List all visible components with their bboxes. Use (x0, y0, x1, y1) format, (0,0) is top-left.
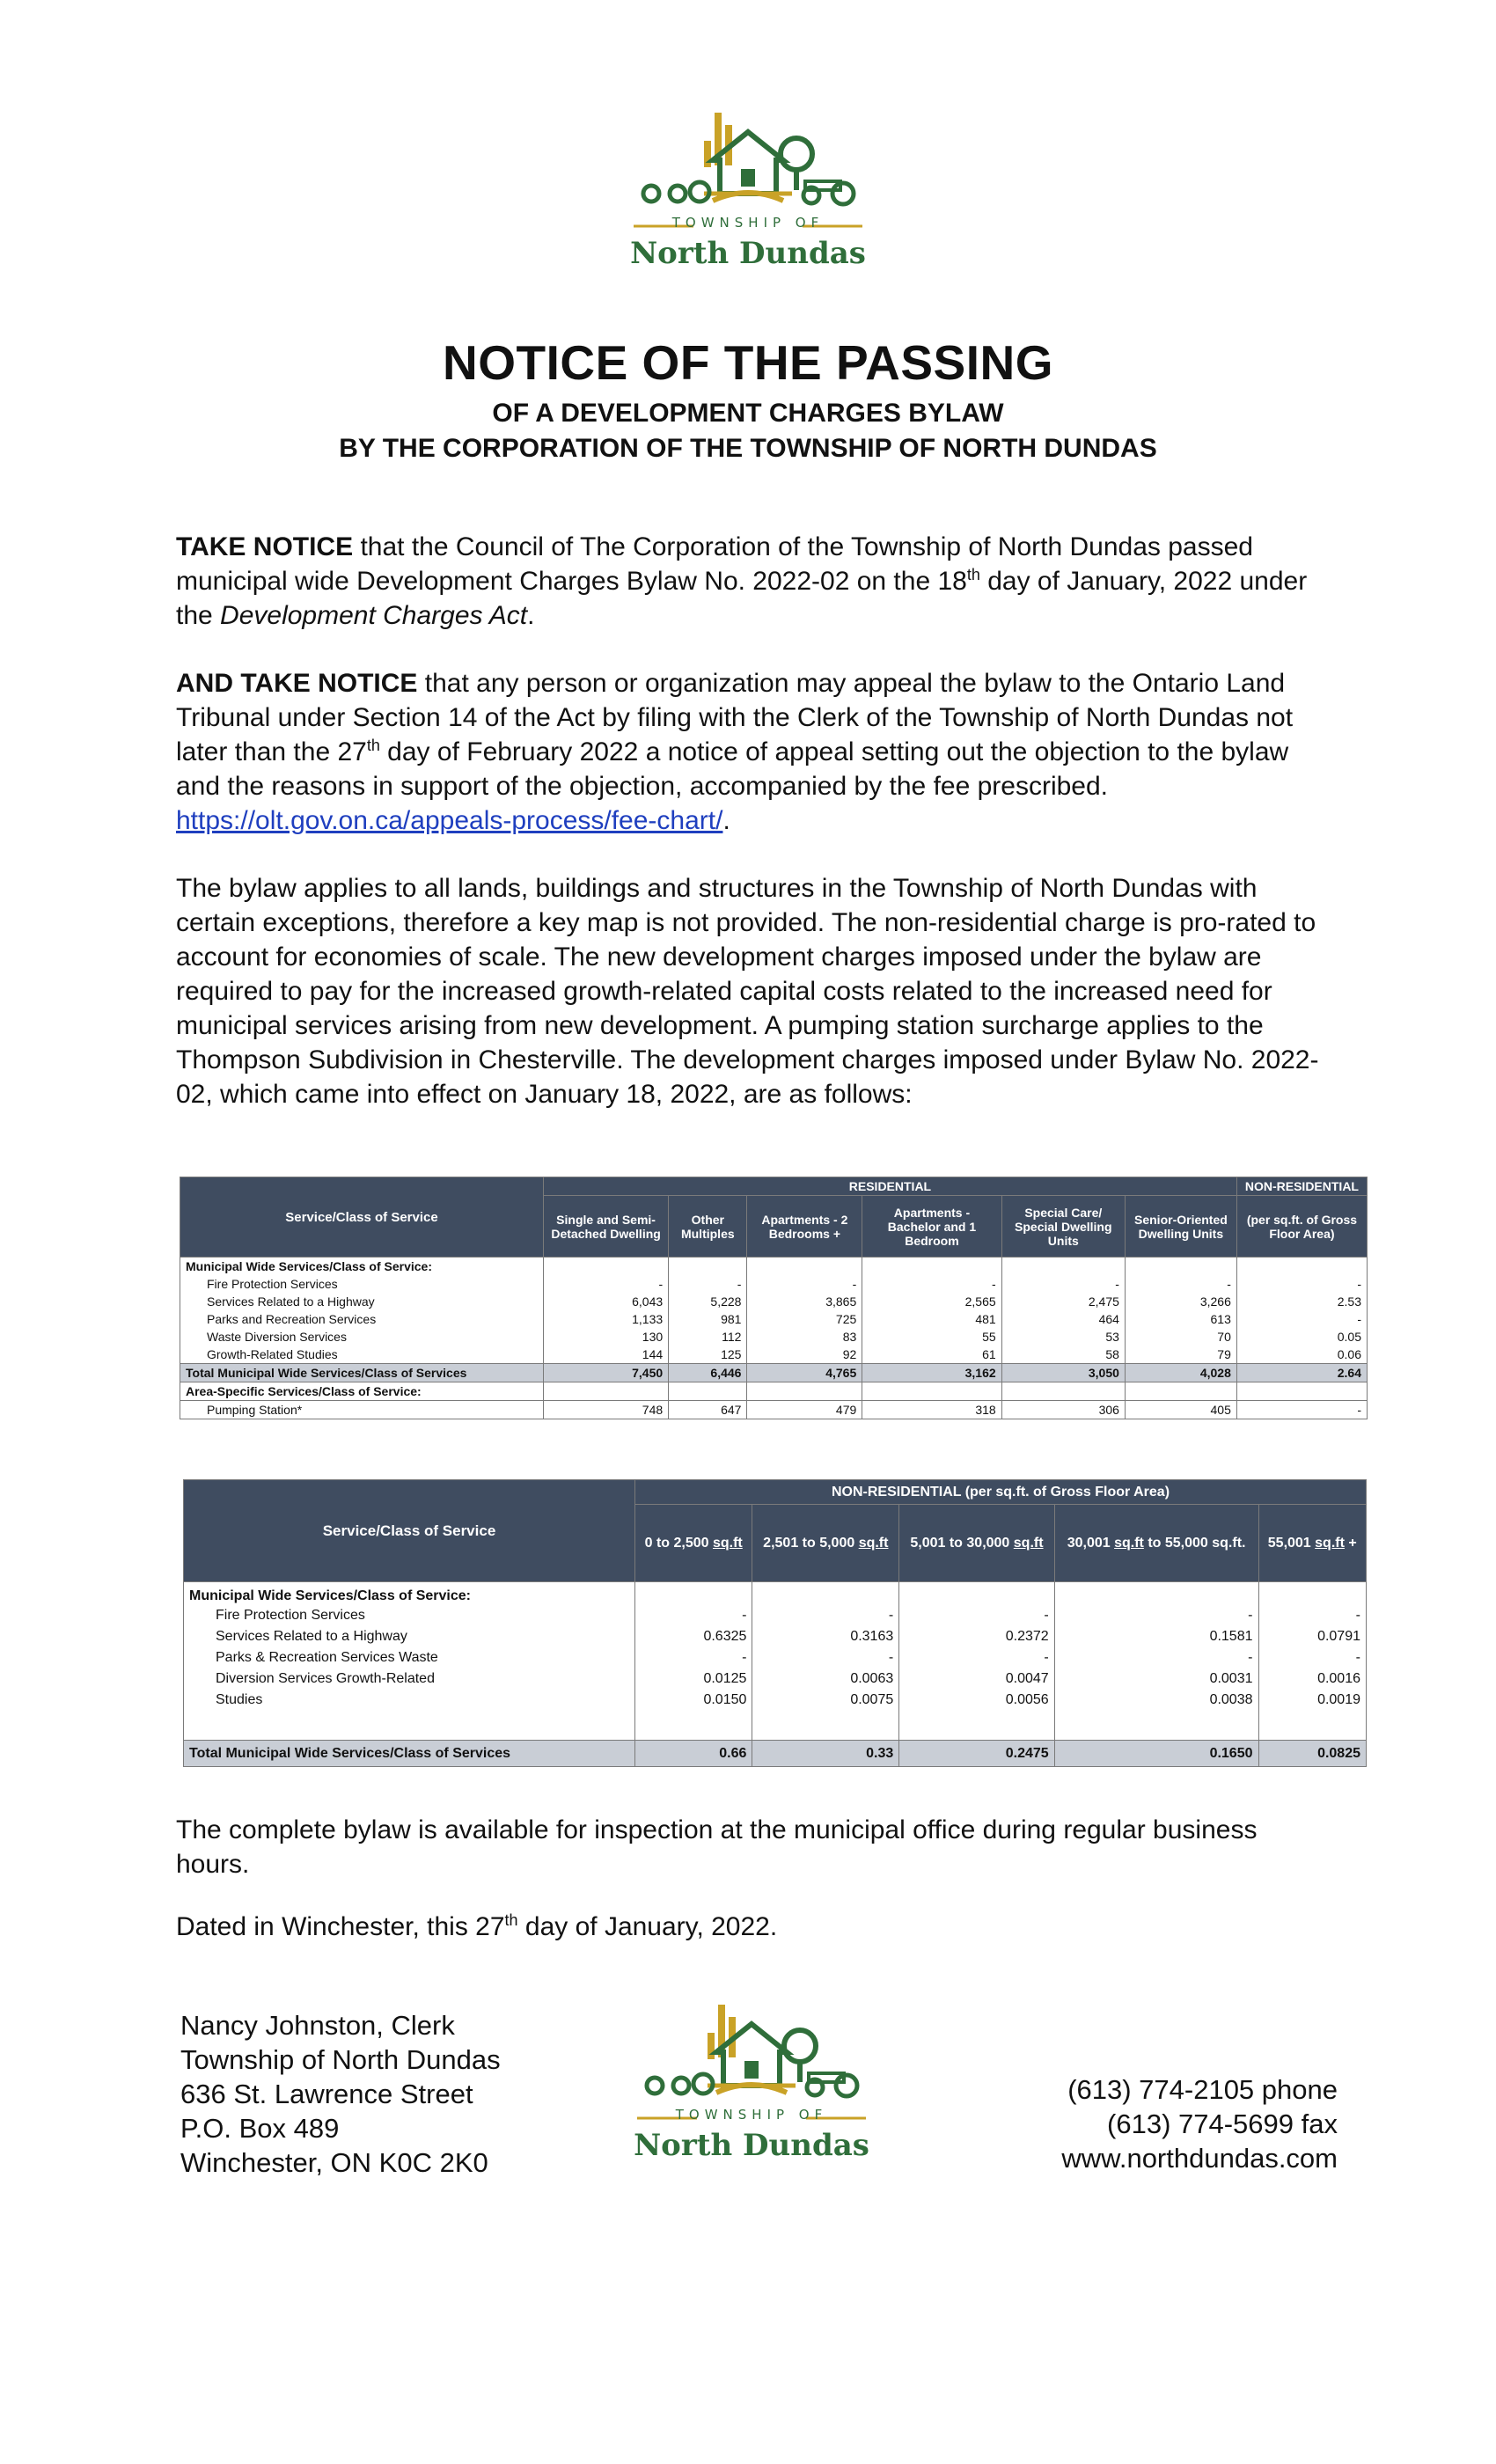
t2-values-cell: - 0.1581 - 0.0031 0.0038 (1054, 1582, 1258, 1741)
paragraph-inspection (176, 1813, 1329, 1881)
t1-col-header: (per sq.ft. of Gross Floor Area) (1236, 1196, 1367, 1258)
phone-number: (613) 774-2105 phone (1067, 2074, 1338, 2105)
table-row (180, 1401, 1368, 1419)
contact-line: Township of North Dundas (180, 2044, 501, 2075)
t1-cell-value: 125 (669, 1346, 747, 1364)
table-row (180, 1328, 1368, 1346)
t2-total-value: 0.2475 (899, 1741, 1054, 1767)
t1-cell-value: - (747, 1275, 862, 1293)
t1-cell-value: 92 (747, 1346, 862, 1364)
lead-and-take-notice: AND TAKE NOTICE (176, 669, 418, 698)
t1-cell-value: 1,133 (544, 1310, 669, 1328)
table-row (180, 1275, 1368, 1293)
para4-text: The complete bylaw is available for inspection at the municipal office during regular business hours. (176, 1815, 1258, 1879)
t1-cell-value: 4,028 (1125, 1364, 1236, 1382)
t2-col-header: 30,001 sq.ft to 55,000 sq.ft. (1054, 1505, 1258, 1582)
t1-cell-value: - (1236, 1275, 1367, 1293)
page-title: NOTICE OF THE PASSING (443, 335, 1053, 390)
t1-cell-value: 3,266 (1125, 1293, 1236, 1310)
t1-cell-value: - (1236, 1310, 1367, 1328)
t1-cell-value: 79 (1125, 1346, 1236, 1364)
para2-text-b: day of February 2022 a notice of appeal setting out the objection to the bylaw and the reasons in support of the objection, accompanied by the fee prescribed. (176, 737, 1289, 801)
t2-section: Municipal Wide Services/Class of Service: (189, 1588, 471, 1603)
t2-values-cell: - 0.3163 - 0.0063 0.0075 (752, 1582, 899, 1741)
t1-cell-value: 464 (1001, 1310, 1125, 1328)
para3-text: The bylaw applies to all lands, buildings and structures in the Township of North Dundas with certain exceptions, therefore a key map is not provided. The non-residential charge is pro-rated to account for economies of scale. The new development charges imposed under the bylaw are required to pay for the increased growth-related capital costs related to the increased need for municipal services arising from new development. A pumping station surcharge applies to the Thompson Subdivision in Chesterville. The development charges imposed under Bylaw No. 2022-02, which came into effect on January 18, 2022, are as follows: (176, 874, 1319, 1109)
t1-col-header: Single and Semi-Detached Dwelling (544, 1196, 669, 1258)
township-logo-footer (620, 1998, 884, 2174)
t1-service-header: Service/Class of Service (180, 1177, 544, 1258)
t2-values-cell: - 0.0791 - 0.0016 0.0019 (1258, 1582, 1367, 1741)
t1-row-label: Growth-Related Studies (180, 1346, 544, 1364)
fax-number: (613) 774-5699 fax (1107, 2108, 1338, 2139)
t2-total-value: 0.66 (635, 1741, 752, 1767)
t1-section-area: Area-Specific Services/Class of Service: (180, 1382, 544, 1401)
t1-row-label: Parks and Recreation Services (180, 1310, 544, 1328)
para5-text-a: Dated in Winchester, this 27 (176, 1912, 505, 1941)
para2-text-c: . (722, 806, 730, 835)
t1-cell-value: 0.05 (1236, 1328, 1367, 1346)
logo-name: North Dundas (634, 2128, 869, 2163)
t1-cell-value: 3,050 (1001, 1364, 1125, 1382)
t1-cell-value: 61 (862, 1346, 1001, 1364)
fee-chart-link[interactable]: https://olt.gov.on.ca/appeals-process/fee-chart/ (176, 806, 723, 835)
t1-cell-value: 2,475 (1001, 1293, 1125, 1310)
table-row (180, 1293, 1368, 1310)
t1-cell-value: 2.53 (1236, 1293, 1367, 1310)
t1-cell-value: 70 (1125, 1328, 1236, 1346)
t1-cell-value: - (1125, 1275, 1236, 1293)
t1-cell-value: 318 (862, 1401, 1001, 1419)
contact-line: P.O. Box 489 (180, 2113, 340, 2144)
para1-text-c: . (527, 601, 535, 630)
t1-cell-value: 481 (862, 1310, 1001, 1328)
t1-cell-value: - (1001, 1275, 1125, 1293)
t1-cell-value: 6,043 (544, 1293, 669, 1310)
t1-cell-value: 0.06 (1236, 1346, 1367, 1364)
t2-labels-cell (184, 1582, 635, 1741)
para1-text-a: that the Council of The Corporation of the Township of North Dundas passed municipal wide Development Charges Bylaw No. 2022-02 on the 18 (176, 532, 1253, 596)
township-logo (616, 106, 880, 282)
t1-cell-value: 7,450 (544, 1364, 669, 1382)
t2-col-header: 0 to 2,500 sq.ft (635, 1505, 752, 1582)
contact-line: 636 St. Lawrence Street (180, 2079, 473, 2109)
t1-cell-value: 144 (544, 1346, 669, 1364)
notice-title-block (0, 334, 1496, 466)
t2-values-cell: - 0.2372 - 0.0047 0.0056 (899, 1582, 1054, 1741)
t1-row-label: Waste Diversion Services (180, 1328, 544, 1346)
t1-cell-value: 981 (669, 1310, 747, 1328)
t2-values-cell: - 0.6325 - 0.0125 0.0150 (635, 1582, 752, 1741)
t1-cell-value: 4,765 (747, 1364, 862, 1382)
t2-total-label: Total Municipal Wide Services/Class of Services (184, 1741, 635, 1767)
subtitle-line-1: OF A DEVELOPMENT CHARGES BYLAW (492, 399, 1004, 428)
subtitle-line-2: BY THE CORPORATION OF THE TOWNSHIP OF NORTH DUNDAS (339, 434, 1157, 463)
t1-cell-value: 3,865 (747, 1293, 862, 1310)
t2-row-label: Fire Protection Services (216, 1608, 365, 1623)
para5-sup: th (504, 1911, 518, 1929)
logo-subtitle: TOWNSHIP OF (675, 2107, 828, 2123)
t1-section-municipal: Municipal Wide Services/Class of Service: (180, 1258, 544, 1276)
clerk-contact-block (180, 2008, 501, 2180)
non-residential-charges-table (183, 1479, 1367, 1767)
t1-row-label: Pumping Station* (180, 1401, 544, 1419)
t1-col-header: Special Care/ Special Dwelling Units (1001, 1196, 1125, 1258)
para2-text-a: that any person or organization may appeal the bylaw to the Ontario Land Tribunal under Section 14 of the Act by filing with the Clerk of the Township of North Dundas not later than the 27 (176, 669, 1294, 766)
t1-cell-value: - (544, 1275, 669, 1293)
t2-col-header: 55,001 sq.ft + (1258, 1505, 1367, 1582)
contact-line: Nancy Johnston, Clerk (180, 2010, 455, 2041)
t1-row-label: Total Municipal Wide Services/Class of Services (180, 1364, 544, 1382)
t1-col-header: Apartments - Bachelor and 1 Bedroom (862, 1196, 1001, 1258)
t1-cell-value: 58 (1001, 1346, 1125, 1364)
t2-row-label: Parks & Recreation Services Waste (216, 1650, 438, 1665)
t2-row-label: Diversion Services Growth-Related (216, 1671, 435, 1686)
para1-text-b: day of January, 2022 under the (176, 567, 1308, 630)
contact-line: Winchester, ON K0C 2K0 (180, 2147, 488, 2178)
t1-row-label: Fire Protection Services (180, 1275, 544, 1293)
office-contact-block (1003, 2072, 1338, 2175)
t2-col-header: 2,501 to 5,000 sq.ft (752, 1505, 899, 1582)
table-row (180, 1310, 1368, 1328)
t1-cell-value: 725 (747, 1310, 862, 1328)
t1-cell-value: - (862, 1275, 1001, 1293)
table-row (180, 1382, 1368, 1401)
t1-col-header: Apartments - 2 Bedrooms + (747, 1196, 862, 1258)
t1-cell-value: - (669, 1275, 747, 1293)
t1-cell-value: 5,228 (669, 1293, 747, 1310)
website-url[interactable]: www.northdundas.com (1061, 2143, 1338, 2174)
logo-subtitle: TOWNSHIP OF (671, 215, 825, 231)
lead-take-notice: TAKE NOTICE (176, 532, 354, 561)
t2-row-label: Studies (216, 1692, 263, 1707)
residential-charges-table (180, 1177, 1368, 1419)
para2-sup: th (366, 737, 380, 754)
t2-service-header: Service/Class of Service (184, 1480, 635, 1582)
t1-cell-value: 112 (669, 1328, 747, 1346)
t1-cell-value: 613 (1125, 1310, 1236, 1328)
t1-cell-value: 748 (544, 1401, 669, 1419)
t2-total-value: 0.33 (752, 1741, 899, 1767)
t1-cell-value: 2,565 (862, 1293, 1001, 1310)
t1-cell-value: 6,446 (669, 1364, 747, 1382)
t1-cell-value: 479 (747, 1401, 862, 1419)
paragraph-dated (176, 1910, 1329, 1944)
t1-group-residential: RESIDENTIAL (544, 1177, 1237, 1196)
logo-name: North Dundas (630, 236, 866, 271)
t1-cell-value: - (1236, 1401, 1367, 1419)
t1-cell-value: 83 (747, 1328, 862, 1346)
t1-cell-value: 405 (1125, 1401, 1236, 1419)
paragraph-take-notice (176, 530, 1329, 633)
t2-total-value: 0.1650 (1054, 1741, 1258, 1767)
t1-col-header: Senior-Oriented Dwelling Units (1125, 1196, 1236, 1258)
paragraph-bylaw-applies (176, 871, 1329, 1111)
para1-act-name: Development Charges Act (220, 601, 528, 630)
paragraph-and-take-notice (176, 666, 1329, 838)
t1-group-nonres: NON-RESIDENTIAL (1236, 1177, 1367, 1196)
t1-cell-value: 3,162 (862, 1364, 1001, 1382)
t1-cell-value: 306 (1001, 1401, 1125, 1419)
t1-cell-value: 53 (1001, 1328, 1125, 1346)
t2-total-value: 0.0825 (1258, 1741, 1367, 1767)
para5-text-b: day of January, 2022. (517, 1912, 778, 1941)
t1-cell-value: 647 (669, 1401, 747, 1419)
table-row (180, 1364, 1368, 1382)
para1-sup: th (966, 566, 980, 583)
t2-col-header: 5,001 to 30,000 sq.ft (899, 1505, 1054, 1582)
t1-row-label: Services Related to a Highway (180, 1293, 544, 1310)
t1-cell-value: 130 (544, 1328, 669, 1346)
t1-body (180, 1258, 1368, 1419)
t2-row-label: Services Related to a Highway (216, 1629, 407, 1644)
table-row (180, 1346, 1368, 1364)
t1-cell-value: 2.64 (1236, 1364, 1367, 1382)
t1-col-header: Other Multiples (669, 1196, 747, 1258)
t1-cell-value: 55 (862, 1328, 1001, 1346)
t2-group-header: NON-RESIDENTIAL (per sq.ft. of Gross Floor Area) (635, 1480, 1367, 1505)
